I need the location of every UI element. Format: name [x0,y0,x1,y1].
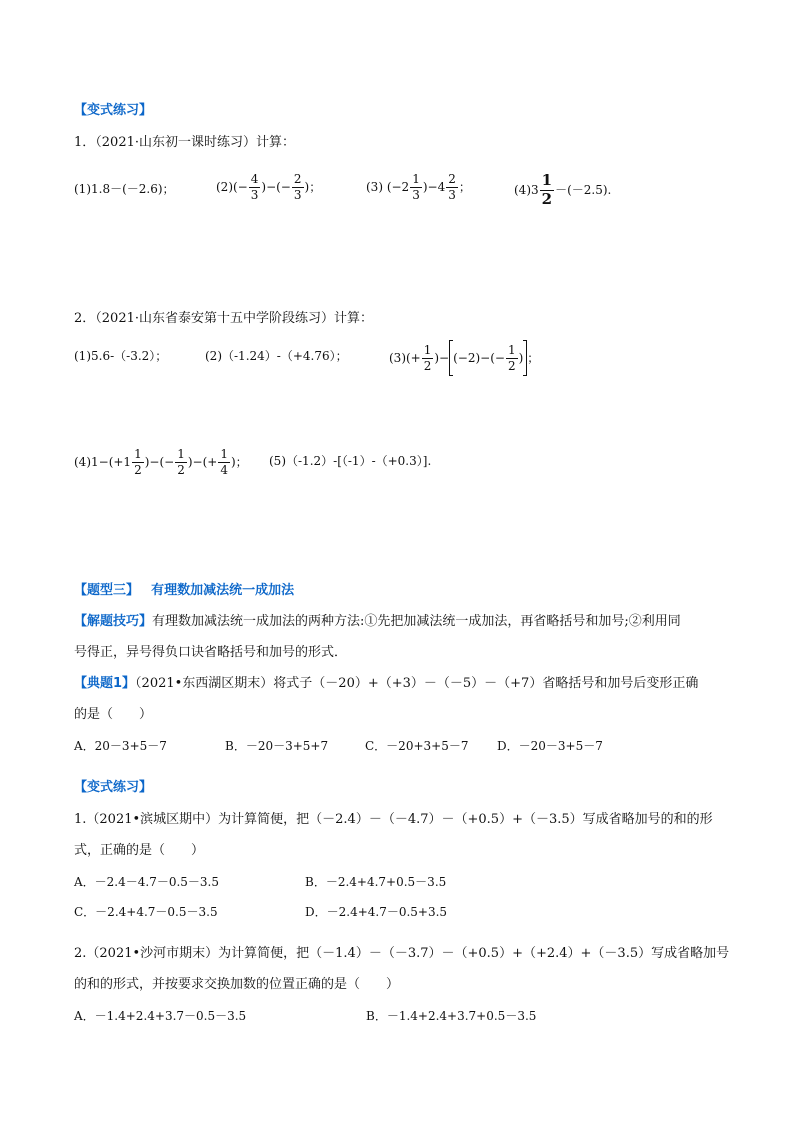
example-option-a: A．20－3+5－7 [74,739,167,753]
practice-q2-line-1: 2.（2021•沙河市期末）为计算简便，把（－1.4）－（－3.7）－（+0.5）+（+2.4）+（－3.5）写成省略加号 [74,946,730,961]
practice-q2-line-2: 的和的形式，并按要求交换加数的位置正确的是（ ） [74,977,400,992]
practice-q2-option-a: A．－1.4+2.4+3.7－0.5－3.5 [74,1009,247,1023]
q2-p4-fraction-1: 1 2 [134,447,142,477]
q1-p3-fraction-1: 1 3 [412,172,420,202]
q1-p4-fraction: 1 2 [541,171,553,208]
question-2-title: 2．（2021·山东省泰安第十五中学阶段练习）计算： [74,311,373,326]
tip-line-2: 号得正，异号得负口诀省略括号和加号的形式． [74,645,348,660]
tip-line-1: 【解题技巧】有理数加减法统一成加法的两种方法:①先把加减法统一成加法，再省略括号和加号;②利用同 [74,614,681,629]
practice-q1-option-b: B．－2.4+4.7+0.5－3.5 [305,875,447,889]
section-type-3-heading [74,584,294,597]
practice-q2-option-b: B．－1.4+2.4+3.7+0.5－3.5 [366,1009,537,1023]
practice-q1-option-a: A．－2.4－4.7－0.5－3.5 [74,875,220,889]
example-option-c: C．－20+3+5－7 [365,739,469,753]
q2-part-1: (1)5.6-（-3.2）； [74,349,168,363]
q1-p2-fraction-2: $\frac{2}{3}$ [293,172,302,202]
q2-p3-fraction-1: $\frac{1}{2}$ [423,342,432,373]
q2-part-5: (5)（-1.2）-[（-1）-（+0.3）]. [269,454,432,468]
section-type-3-tag: 【题型三】 [74,583,140,598]
practice-q1-line-2: 式，正确的是（ ） [74,843,205,858]
q2-p4-fraction-3: $\frac{1}{4}$ [220,447,228,477]
q2-p4-fraction-2: $\frac{1}{2}$ [177,447,185,477]
section-type-3-title: 有理数加减法统一成加法 [151,583,295,598]
question-1-title: 1．（2021·山东初一课时练习）计算： [74,135,295,150]
practice-q1-option-d: D．－2.4+4.7－0.5+3.5 [305,905,448,919]
section-header-practice-1: 【变式练习】 [74,103,153,118]
example-option-d: D．－20－3+5－7 [497,739,603,753]
practice-q1-line-1: 1.（2021•滨城区期中）为计算简便，把（－2.4）－（－4.7）－（+0.5）+（－3.5）写成省略加号的和的形 [74,812,713,827]
q2-p3-fraction-2: $\frac{1}{2}$ [507,342,516,373]
section-header-practice-2: 【变式练习】 [74,780,153,795]
q1-p3-fraction-2: 2 3 [448,172,456,202]
q1-part-3: (3) ( −2 1 3 ) −4 2 3 ； [366,172,471,202]
example-line-2: 的是（ ） [74,707,153,722]
tip-tag: 【解题技巧】 [74,614,153,629]
q1-part-2: (2) (− $\frac{4}{3}$ )−(− $\frac{2}{3}$ ) ； [216,172,322,202]
q1-part-4: (4)3 1 2 －(－2.5). [514,171,612,208]
q1-p2-fraction-1: $\frac{4}{3}$ [250,172,259,202]
q1-part-1: (1)1.8－(－2.6)； [74,182,175,196]
practice-q1-option-c: C．－2.4+4.7－0.5－3.5 [74,905,218,919]
q1-p2-lparen: (− [233,180,248,195]
q2-part-3: (3)(+ $\frac{1}{2}$ )− (−2)−(− $\frac{1}{2}$ ) ； [389,340,539,376]
example-tag: 【典题1】 [74,676,136,691]
q2-part-4: (4)1−(+1 1 2 )−(− $\frac{1}{2}$ )−(+ $\frac{1}{4}$ )； [74,447,248,477]
q1-p2-prefix: (2) [216,180,233,195]
example-line-1: 【典题1】（2021•东西湖区期末）将式子（－20）+（+3）－（－5）－（+7）省略括号和加号后变形正确 [74,676,699,691]
example-option-b: B．－20－3+5+7 [225,739,329,753]
q2-part-2: (2)（-1.24）-（+4.76）； [205,349,348,363]
